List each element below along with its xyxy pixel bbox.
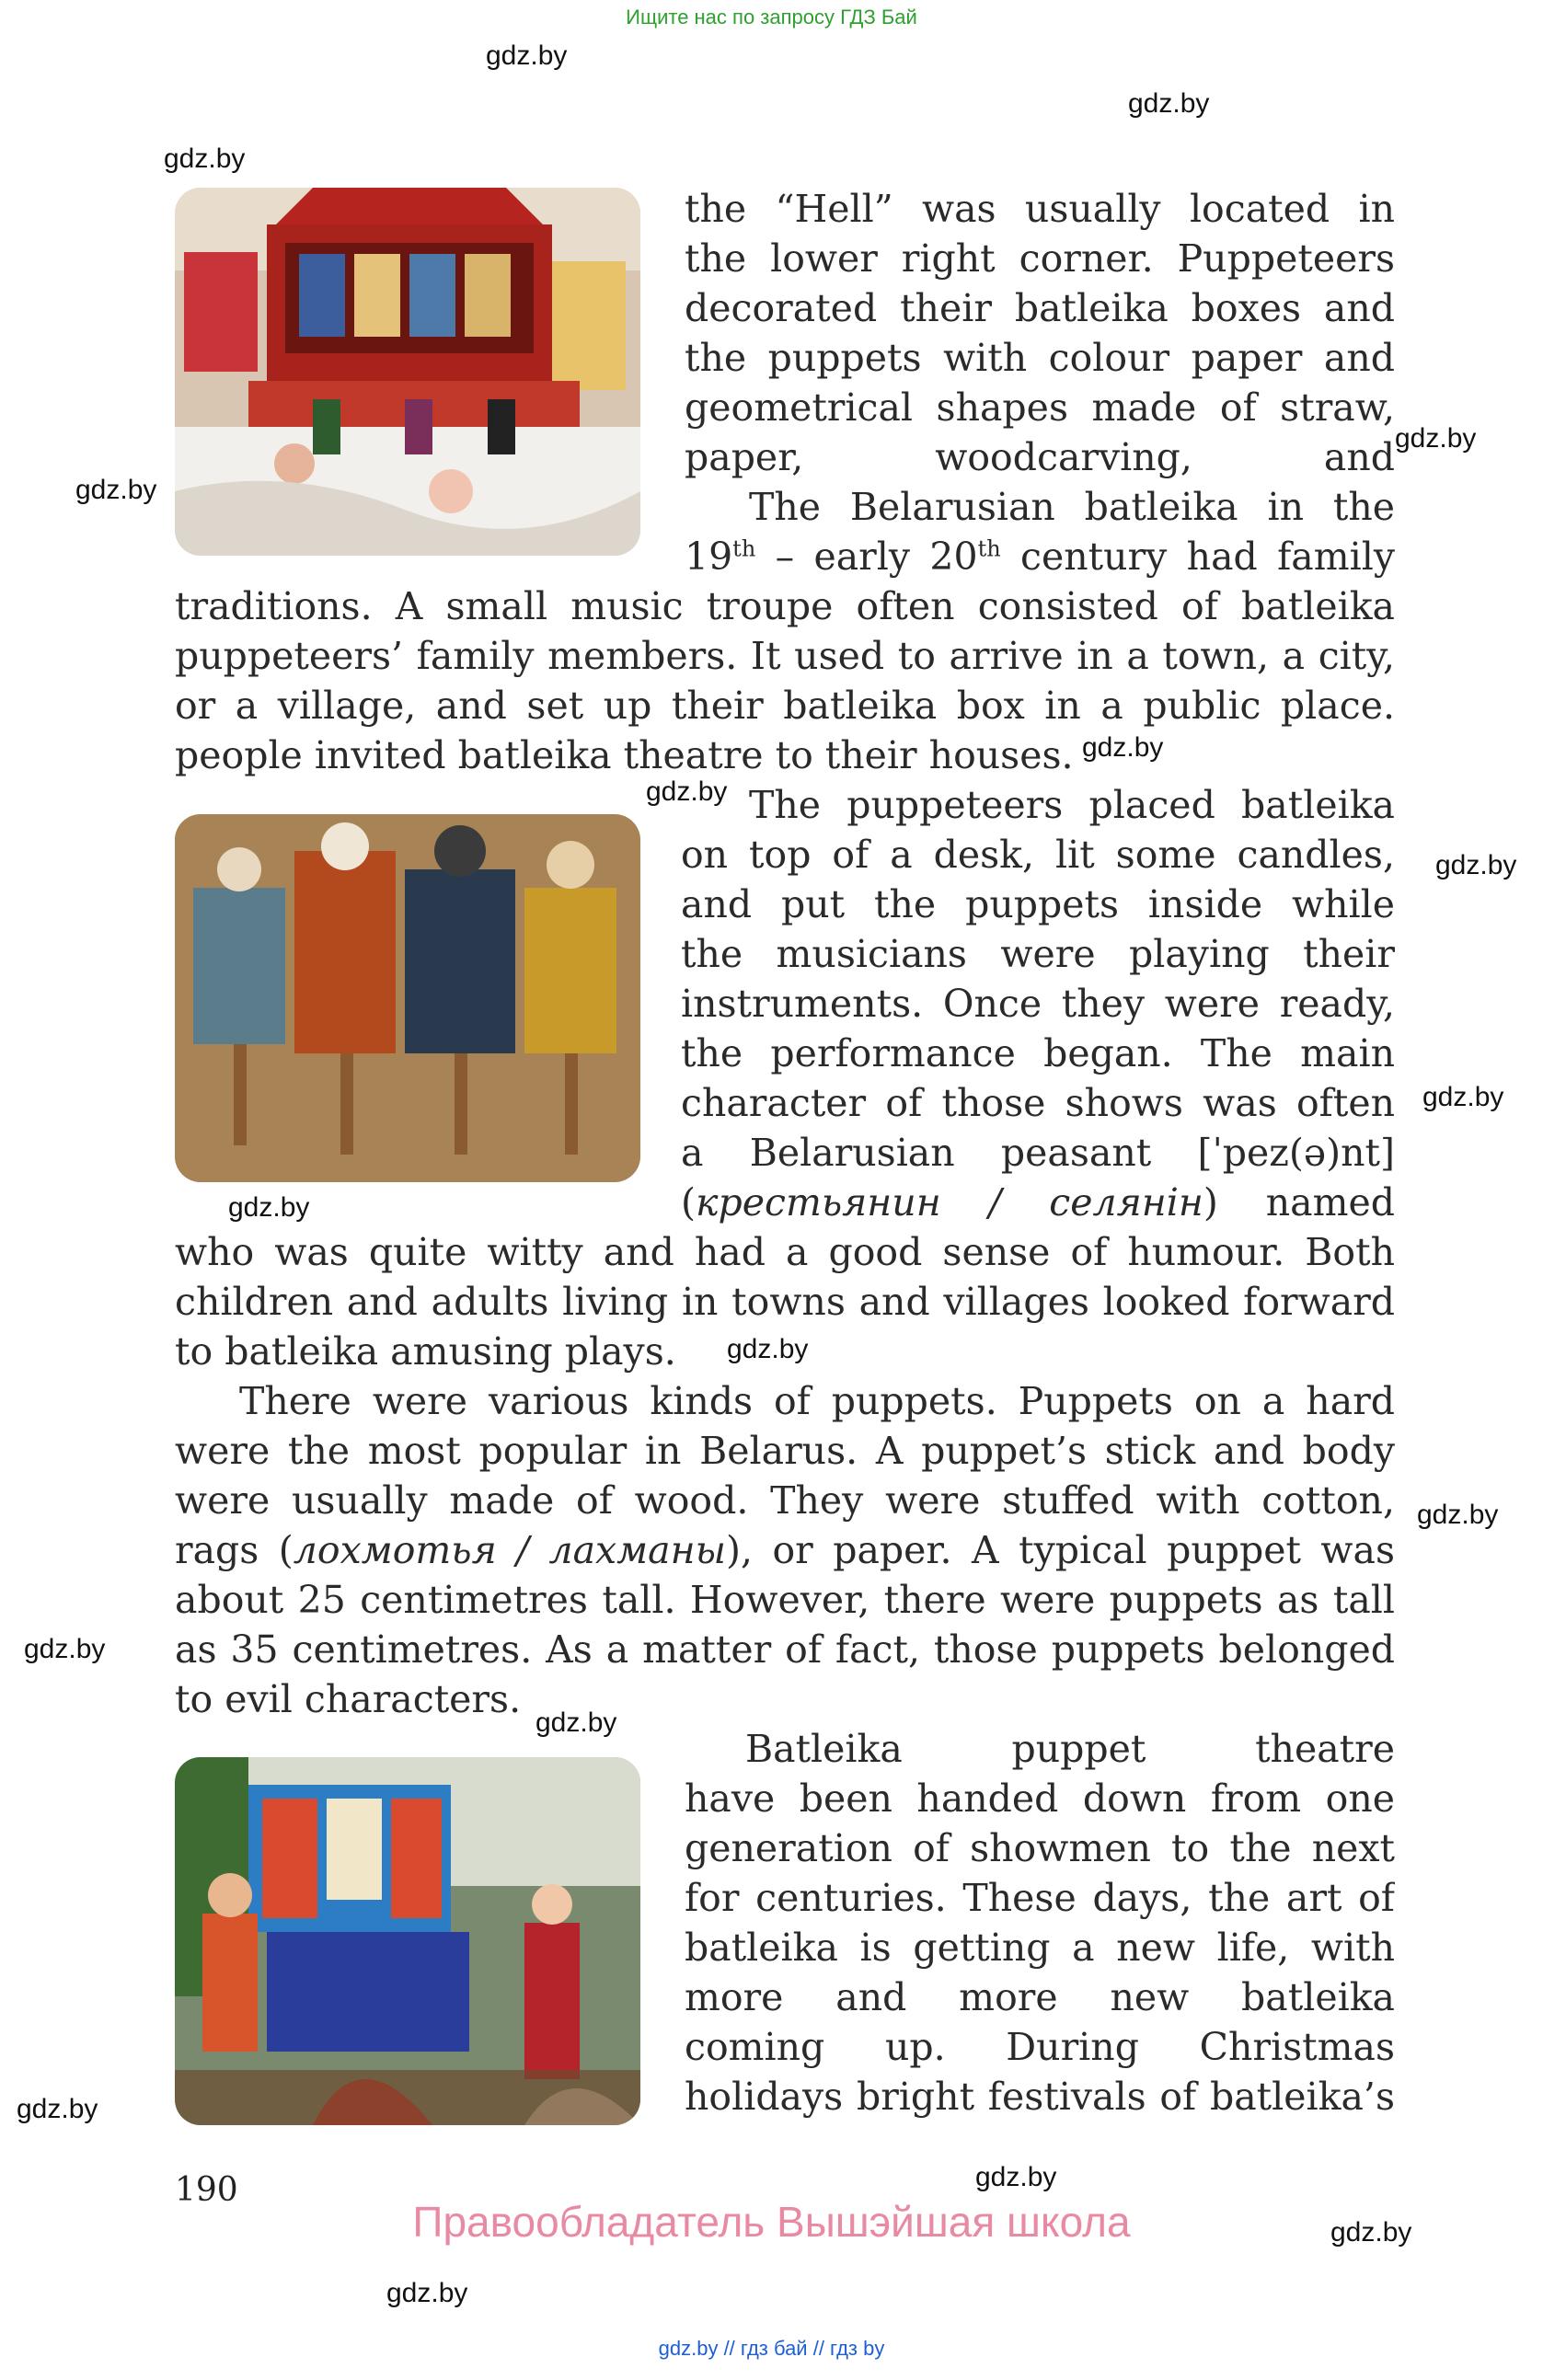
watermark: gdz.by xyxy=(1330,2217,1412,2248)
text-line-with-superscripts xyxy=(685,532,1395,581)
footer-links[interactable]: gdz.by // гдз бай // гдз by xyxy=(658,2337,885,2360)
watermark: gdz.by xyxy=(1082,732,1164,763)
text-line: children and adults living in towns and villages looked forward xyxy=(175,1280,1395,1324)
watermark: gdz.by xyxy=(386,2278,468,2308)
text-line: for centuries. These days, the art of xyxy=(685,1876,1395,1920)
text-line: about 25 centimetres tall. However, there were puppets as tall xyxy=(175,1578,1395,1622)
text-line: coming up. During Christmas xyxy=(685,2025,1395,2069)
rights-holder-note: Правообладатель Вышэйшая школа xyxy=(412,2198,1131,2246)
text-line: decorated their batleika boxes and xyxy=(685,286,1395,330)
watermark: gdz.by xyxy=(1128,88,1210,119)
sup-th: th xyxy=(732,535,756,562)
text-line: The puppeteers placed batleika xyxy=(749,783,1395,827)
outdoor-show-illustration xyxy=(175,1757,640,2125)
photo-stick-puppets xyxy=(175,814,640,1182)
watermark: gdz.by xyxy=(1417,1500,1499,1530)
text-fragment: – early 20 xyxy=(755,535,978,579)
text-line: The Belarusian batleika in the xyxy=(749,485,1395,529)
text-line: on top of a desk, lit some candles, xyxy=(681,833,1395,877)
text-line: who was quite witty and had a good sense of humour. Both xyxy=(175,1230,1395,1274)
photo-outdoor-show xyxy=(175,1757,640,2125)
watermark: gdz.by xyxy=(1435,850,1517,880)
watermark: gdz.by xyxy=(1422,1082,1504,1112)
text-line: or a village, and set up their batleika box in a public place. xyxy=(175,684,1395,728)
text-line: the puppets with colour paper and xyxy=(685,336,1395,380)
batleika-box-illustration xyxy=(175,188,640,556)
text-line: the “Hell” was usually located in xyxy=(685,187,1395,231)
text-line: paper, woodcarving, and xyxy=(685,435,1395,479)
text-line: Batleika puppet theatre xyxy=(745,1727,1395,1771)
text-line: to batleika amusing plays. xyxy=(175,1329,676,1374)
text-line: people invited batleika theatre to their houses. xyxy=(175,733,1074,777)
text-line: holidays bright festivals of batleika’s xyxy=(685,2075,1395,2119)
text-line: to evil characters. xyxy=(175,1677,522,1721)
year-19: 19 xyxy=(685,535,733,579)
watermark: gdz.by xyxy=(17,2094,98,2124)
text-fragment: ), or paper. A typical puppet was xyxy=(725,1528,1395,1572)
text-line: have been handed down from one xyxy=(685,1776,1395,1821)
header-note: Ищите нас по запросу ГДЗ Бай xyxy=(626,6,917,29)
text-fragment: ) named xyxy=(1203,1180,1395,1224)
watermark: gdz.by xyxy=(75,475,157,505)
text-line: instruments. Once they were ready, xyxy=(681,982,1395,1026)
watermark: gdz.by xyxy=(646,776,728,807)
text-fragment: ( xyxy=(681,1180,696,1224)
watermark: gdz.by xyxy=(535,1707,617,1738)
text-line: the performance began. The main xyxy=(681,1031,1395,1075)
text-line: character of those shows was often xyxy=(681,1081,1395,1125)
text-line: and put the puppets inside while xyxy=(681,882,1395,926)
text-line: geometrical shapes made of straw, xyxy=(685,385,1395,430)
text-line: were the most popular in Belarus. A puppet’s stick and body xyxy=(175,1429,1395,1473)
watermark: gdz.by xyxy=(727,1334,809,1364)
watermark: gdz.by xyxy=(1395,423,1477,454)
photo-batleika-box xyxy=(175,188,640,556)
watermark: gdz.by xyxy=(486,40,568,71)
text-line: generation of showmen to the next xyxy=(685,1826,1395,1870)
text-line-with-translation xyxy=(175,1525,1395,1575)
text-line: more and more new batleika xyxy=(685,1975,1395,2019)
text-line: batleika is getting a new life, with xyxy=(685,1926,1395,1970)
text-line: the lower right corner. Puppeteers xyxy=(685,236,1395,281)
sup-th: th xyxy=(977,535,1001,562)
watermark: gdz.by xyxy=(975,2162,1057,2192)
translation-italic: лохмотья / лахманы xyxy=(293,1528,726,1572)
watermark: gdz.by xyxy=(24,1634,106,1664)
watermark: gdz.by xyxy=(228,1192,310,1223)
text-line: There were various kinds of puppets. Puppets on a hard xyxy=(239,1379,1395,1423)
text-line: traditions. A small music troupe often consisted of batleika xyxy=(175,584,1395,628)
text-line: a Belarusian peasant [ˈpez(ə)nt] xyxy=(681,1131,1395,1175)
text-line: puppeteers’ family members. It used to arrive in a town, a city, xyxy=(175,634,1395,678)
page-number: 190 xyxy=(175,2171,238,2209)
text-fragment: rags ( xyxy=(175,1528,294,1572)
watermark: gdz.by xyxy=(164,144,246,174)
text-line: were usually made of wood. They were stuffed with cotton, xyxy=(175,1478,1395,1523)
text-fragment: century had family xyxy=(1000,535,1395,579)
text-line-with-translation xyxy=(681,1178,1395,1227)
text-line: the musicians were playing their xyxy=(681,932,1395,976)
stick-puppets-illustration xyxy=(175,814,640,1182)
text-line: as 35 centimetres. As a matter of fact, those puppets belonged xyxy=(175,1627,1395,1672)
translation-italic: крестьянин / селянін xyxy=(696,1180,1203,1224)
